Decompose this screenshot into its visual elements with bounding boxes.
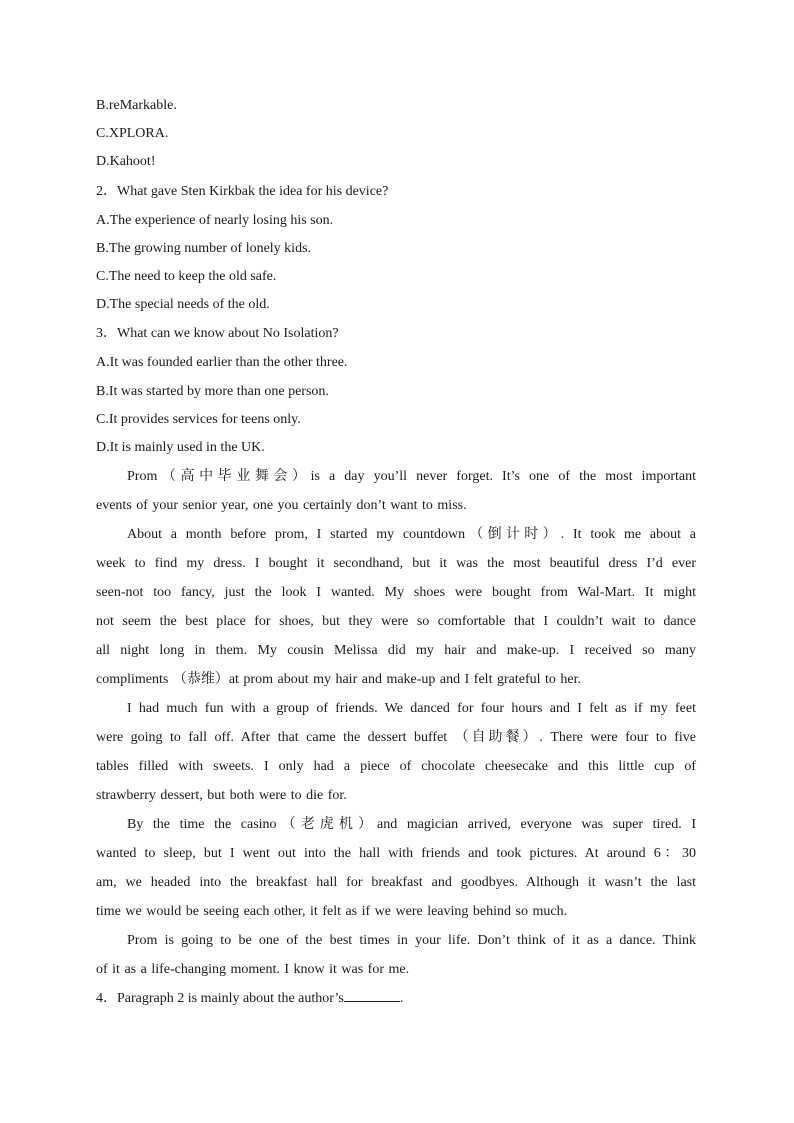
answer-blank[interactable] bbox=[344, 987, 400, 1002]
question-2-option-b: B.The growing number of lonely kids. bbox=[96, 240, 312, 256]
document-page bbox=[96, 92, 696, 1014]
passage-p4-line: time we would be seeing each other, it felt as if we were leaving behind so much. bbox=[96, 904, 568, 920]
passage-p4-line: am, we headed into the breakfast hall for breakfast and goodbyes. Although it wasn’t the last bbox=[96, 875, 696, 891]
question-3-option-c: C.It provides services for teens only. bbox=[96, 411, 301, 427]
question-3-stem: 3．What can we know about No Isolation? bbox=[96, 326, 339, 342]
passage-p4-line: By the time the casino（老虎机）and magician arrived, everyone was super tired. I bbox=[127, 817, 696, 833]
passage-p1-line: Prom（高中毕业舞会）is a day you’ll never forget. It’s one of the most important bbox=[127, 469, 696, 485]
passage-p1-line: events of your senior year, one you certainly don’t want to miss. bbox=[96, 498, 467, 514]
passage-p3-line: I had much fun with a group of friends. We danced for four hours and I felt as if my feet bbox=[127, 701, 696, 717]
passage-p2-line: not seem the best place for shoes, but they were so comfortable that I couldn’t wait to dance bbox=[96, 614, 696, 630]
passage-p2-line: compliments （恭维）at prom about my hair and make-up and I felt grateful to her. bbox=[96, 672, 581, 688]
passage-p5-line: Prom is going to be one of the best times in your life. Don’t think of it as a dance. Think bbox=[127, 933, 696, 949]
option-c: C.XPLORA. bbox=[96, 126, 169, 142]
passage-p4-line: wanted to sleep, but I went out into the hall with friends and took pictures. At around 6：30 bbox=[96, 846, 696, 862]
question-3-option-a: A.It was founded earlier than the other three. bbox=[96, 355, 348, 371]
passage-p3-line: strawberry dessert, but both were to die for. bbox=[96, 788, 347, 804]
question-4-stem bbox=[96, 984, 696, 1014]
passage-p2-line: seen-not too fancy, just the look I wanted. My shoes were bought from Wal-Mart. It might bbox=[96, 585, 696, 601]
question-2-option-a: A.The experience of nearly losing his son. bbox=[96, 212, 334, 228]
question-3-option-b: B.It was started by more than one person. bbox=[96, 383, 329, 399]
question-4-end: . bbox=[399, 991, 404, 1007]
option-b: B.reMarkable. bbox=[96, 98, 177, 113]
passage-p2-line: week to find my dress. I bought it secondhand, but it was the most beautiful dress I’d ever bbox=[96, 556, 696, 572]
question-2-stem: 2．What gave Sten Kirkbak the idea for his device? bbox=[96, 183, 389, 199]
passage-p2-line: About a month before prom, I started my countdown（倒计时）. It took me about a bbox=[127, 527, 696, 543]
question-3-option-d: D.It is mainly used in the UK. bbox=[96, 439, 265, 455]
passage-p2-line: all night long in them. My cousin Melissa did my hair and make-up. I received so many bbox=[96, 643, 696, 659]
question-2-option-d: D.The special needs of the old. bbox=[96, 297, 270, 313]
question-2-option-c: C.The need to keep the old safe. bbox=[96, 268, 277, 284]
passage-p3-line: were going to fall off. After that came the dessert buffet （自助餐）. There were four to five bbox=[96, 730, 696, 746]
option-d: D.Kahoot! bbox=[96, 154, 156, 170]
question-4-text: 4．Paragraph 2 is mainly about the author’s bbox=[96, 991, 344, 1007]
passage-p3-line: tables filled with sweets. I only had a piece of chocolate cheesecake and this little cup of bbox=[96, 759, 696, 775]
passage bbox=[96, 462, 696, 984]
passage-p5-line: of it as a life-changing moment. I know it was for me. bbox=[96, 962, 410, 978]
